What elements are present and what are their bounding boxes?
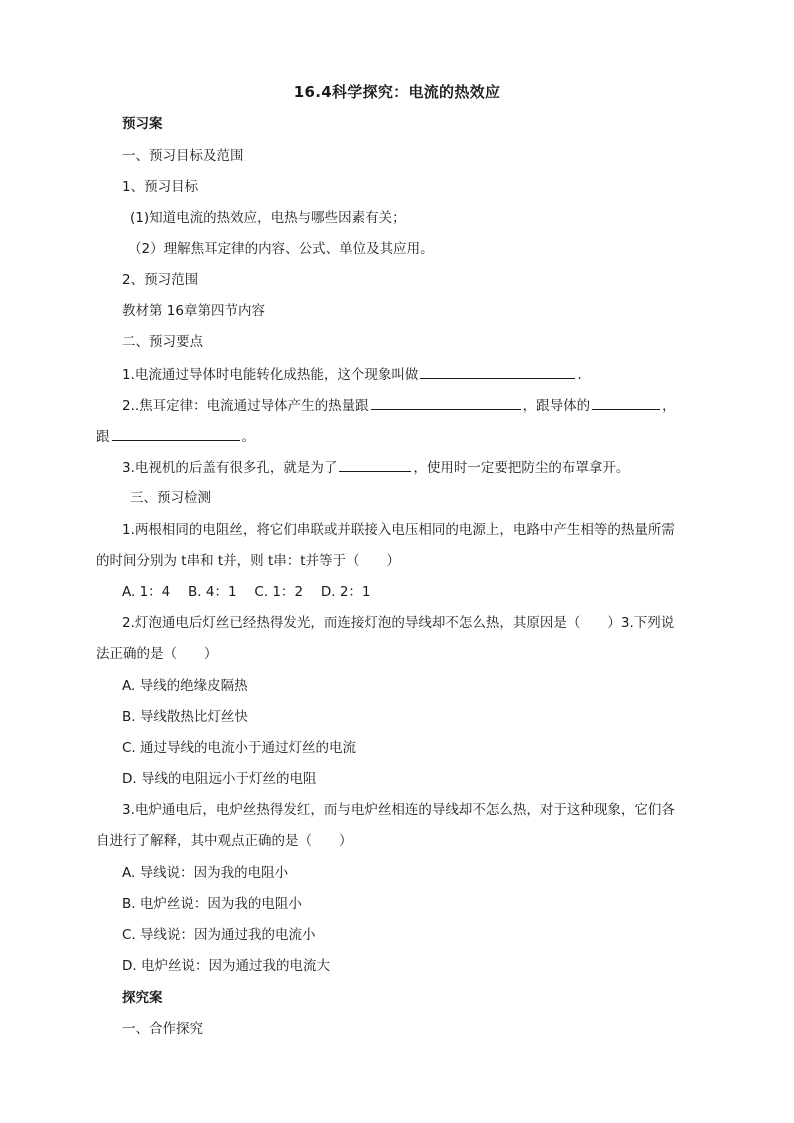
scope-text: 教材第 16章第四节内容 bbox=[122, 303, 265, 319]
point-2-text-c: ， bbox=[662, 398, 676, 414]
q3-line-2: 自进行了解释，其中观点正确的是（ ） bbox=[96, 833, 353, 849]
fill-blank[interactable] bbox=[371, 395, 521, 410]
q3-option-b: B. 电炉丝说：因为我的电阻小 bbox=[122, 896, 302, 912]
goal-1: (1)知道电流的热效应，电热与哪些因素有关； bbox=[130, 210, 406, 226]
page-title: 16.4科学探究：电流的热效应 bbox=[293, 83, 501, 101]
point-2-cont bbox=[96, 426, 255, 447]
fill-blank[interactable] bbox=[420, 364, 575, 379]
q2-line-1: 2.灯泡通电后灯丝已经热得发光，而连接灯泡的导线却不怎么热，其原因是（ ）3.下列说 bbox=[122, 615, 675, 631]
point-3-text: 3.电视机的后盖有很多孔，就是为了 bbox=[122, 460, 338, 476]
subsection-scope: 2、预习范围 bbox=[122, 272, 199, 288]
subsection-goals: 1、预习目标 bbox=[122, 179, 199, 195]
fill-blank[interactable] bbox=[339, 457, 411, 472]
goal-2: （2）理解焦耳定律的内容、公式、单位及其应用。 bbox=[128, 241, 434, 257]
point-2-text-d: 跟 bbox=[96, 429, 110, 445]
q3-option-a: A. 导线说：因为我的电阻小 bbox=[122, 865, 289, 881]
section-3-heading: 三、预习检测 bbox=[130, 490, 211, 506]
fill-blank[interactable] bbox=[592, 395, 660, 410]
point-2-text-b: ，跟导体的 bbox=[522, 398, 591, 414]
explore-header: 探究案 bbox=[122, 990, 163, 1006]
point-2-text-e: 。 bbox=[241, 429, 255, 445]
q1-options: A. 1：4 B. 4：1 C. 1：2 D. 2：1 bbox=[122, 584, 371, 600]
point-1-end: . bbox=[577, 367, 582, 383]
q1-line-1: 1.两根相同的电阻丝，将它们串联或并联接入电压相同的电源上，电路中产生相等的热量所需 bbox=[122, 522, 675, 538]
q1-line-2: 的时间分别为 t串和 t并，则 t串：t并等于（ ） bbox=[96, 553, 401, 569]
point-1-text: 1.电流通过导体时电能转化成热能，这个现象叫做 bbox=[122, 367, 419, 383]
point-3 bbox=[122, 457, 629, 478]
q2-option-d: D. 导线的电阻远小于灯丝的电阻 bbox=[122, 771, 317, 787]
preview-header: 预习案 bbox=[122, 116, 163, 132]
point-3-text-b: ，使用时一定要把防尘的布罩拿开。 bbox=[413, 460, 630, 476]
q2-line-2: 法正确的是（ ） bbox=[96, 646, 218, 662]
section-2-heading: 二、预习要点 bbox=[122, 334, 203, 350]
section-1-heading: 一、预习目标及范围 bbox=[122, 148, 244, 164]
explore-section-1: 一、合作探究 bbox=[122, 1021, 203, 1037]
q2-option-b: B. 导线散热比灯丝快 bbox=[122, 709, 248, 725]
fill-blank[interactable] bbox=[112, 426, 240, 441]
point-2-text: 2..焦耳定律：电流通过导体产生的热量跟 bbox=[122, 398, 369, 414]
q3-option-c: C. 导线说：因为通过我的电流小 bbox=[122, 927, 316, 943]
q3-option-d: D. 电炉丝说：因为通过我的电流大 bbox=[122, 958, 330, 974]
q2-option-a: A. 导线的绝缘皮隔热 bbox=[122, 678, 248, 694]
point-1 bbox=[122, 364, 582, 385]
point-2 bbox=[122, 395, 676, 416]
q3-line-1: 3.电炉通电后，电炉丝热得发红，而与电炉丝相连的导线却不怎么热，对于这种现象，它们各 bbox=[122, 802, 675, 818]
q2-option-c: C. 通过导线的电流小于通过灯丝的电流 bbox=[122, 740, 357, 756]
